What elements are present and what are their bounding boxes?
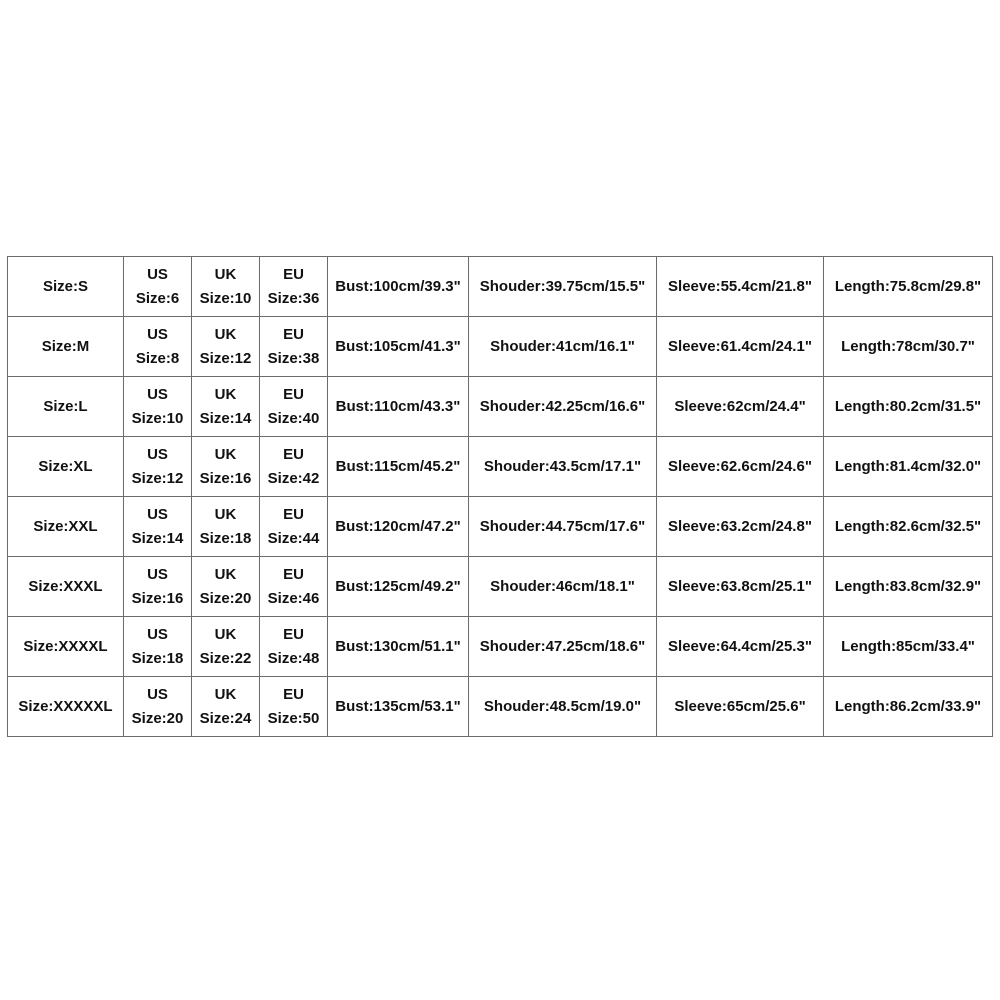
us-size-value: Size:14 bbox=[131, 529, 184, 547]
size-label: Size:S bbox=[42, 277, 88, 295]
bust-cell bbox=[328, 497, 469, 557]
uk-label: UK bbox=[214, 505, 237, 523]
sleeve-cell bbox=[657, 257, 824, 317]
size-label: Size:L bbox=[43, 397, 88, 415]
length-value: Length:80.2cm/31.5" bbox=[834, 397, 982, 415]
table-row bbox=[8, 677, 993, 737]
bust-value: Bust:135cm/53.1" bbox=[335, 697, 461, 715]
eu-size-cell bbox=[260, 257, 328, 317]
shoulder-value: Shouder:48.5cm/19.0" bbox=[483, 697, 642, 715]
uk-size-value: Size:14 bbox=[199, 409, 252, 427]
table-row bbox=[8, 557, 993, 617]
us-size-value: Size:18 bbox=[131, 649, 184, 667]
uk-size-cell bbox=[192, 257, 260, 317]
shoulder-value: Shouder:47.25cm/18.6" bbox=[479, 637, 646, 655]
length-value: Length:85cm/33.4" bbox=[841, 637, 975, 655]
bust-value: Bust:105cm/41.3" bbox=[335, 337, 461, 355]
us-size-cell bbox=[124, 317, 192, 377]
us-size-cell bbox=[124, 677, 192, 737]
sleeve-cell bbox=[657, 497, 824, 557]
size-chart-table bbox=[7, 256, 993, 737]
uk-size-cell bbox=[192, 377, 260, 437]
sleeve-value: Sleeve:62.6cm/24.6" bbox=[668, 457, 812, 475]
bust-value: Bust:125cm/49.2" bbox=[335, 577, 461, 595]
shoulder-cell bbox=[469, 437, 657, 497]
eu-size-cell bbox=[260, 497, 328, 557]
size-cell bbox=[8, 617, 124, 677]
bust-value: Bust:100cm/39.3" bbox=[335, 277, 461, 295]
length-cell bbox=[824, 377, 993, 437]
sleeve-cell bbox=[657, 557, 824, 617]
size-cell bbox=[8, 317, 124, 377]
sleeve-value: Sleeve:63.8cm/25.1" bbox=[668, 577, 812, 595]
sleeve-cell bbox=[657, 617, 824, 677]
eu-label: EU bbox=[283, 385, 304, 403]
size-cell bbox=[8, 257, 124, 317]
eu-size-value: Size:42 bbox=[267, 469, 320, 487]
sleeve-cell bbox=[657, 317, 824, 377]
us-size-value: Size:8 bbox=[135, 349, 180, 367]
eu-size-value: Size:40 bbox=[267, 409, 320, 427]
size-label: Size:XXXL bbox=[28, 577, 103, 595]
shoulder-cell bbox=[469, 257, 657, 317]
table-row bbox=[8, 497, 993, 557]
eu-label: EU bbox=[283, 565, 304, 583]
size-cell bbox=[8, 677, 124, 737]
uk-size-value: Size:22 bbox=[199, 649, 252, 667]
shoulder-cell bbox=[469, 377, 657, 437]
us-size-cell bbox=[124, 257, 192, 317]
sleeve-value: Sleeve:62cm/24.4" bbox=[674, 397, 806, 415]
eu-size-value: Size:48 bbox=[267, 649, 320, 667]
length-cell bbox=[824, 257, 993, 317]
shoulder-value: Shouder:43.5cm/17.1" bbox=[483, 457, 642, 475]
uk-label: UK bbox=[214, 325, 237, 343]
size-cell bbox=[8, 497, 124, 557]
bust-cell bbox=[328, 677, 469, 737]
shoulder-cell bbox=[469, 317, 657, 377]
sleeve-value: Sleeve:63.2cm/24.8" bbox=[668, 517, 812, 535]
eu-size-cell bbox=[260, 317, 328, 377]
bust-value: Bust:115cm/45.2" bbox=[335, 457, 461, 475]
sleeve-value: Sleeve:65cm/25.6" bbox=[674, 697, 806, 715]
shoulder-cell bbox=[469, 617, 657, 677]
us-label: US bbox=[147, 685, 168, 703]
length-value: Length:83.8cm/32.9" bbox=[834, 577, 982, 595]
size-label: Size:XL bbox=[38, 457, 93, 475]
eu-size-cell bbox=[260, 677, 328, 737]
uk-size-cell bbox=[192, 497, 260, 557]
uk-label: UK bbox=[214, 385, 237, 403]
length-value: Length:82.6cm/32.5" bbox=[834, 517, 982, 535]
sleeve-value: Sleeve:55.4cm/21.8" bbox=[668, 277, 812, 295]
uk-size-cell bbox=[192, 617, 260, 677]
sleeve-value: Sleeve:64.4cm/25.3" bbox=[668, 637, 812, 655]
us-size-cell bbox=[124, 497, 192, 557]
eu-label: EU bbox=[283, 625, 304, 643]
length-cell bbox=[824, 677, 993, 737]
us-size-value: Size:16 bbox=[131, 589, 184, 607]
us-size-cell bbox=[124, 437, 192, 497]
uk-size-cell bbox=[192, 317, 260, 377]
bust-cell bbox=[328, 257, 469, 317]
uk-size-value: Size:20 bbox=[199, 589, 252, 607]
bust-cell bbox=[328, 317, 469, 377]
us-label: US bbox=[147, 325, 168, 343]
bust-value: Bust:120cm/47.2" bbox=[335, 517, 461, 535]
size-label: Size:XXXXL bbox=[23, 637, 108, 655]
uk-label: UK bbox=[214, 265, 237, 283]
bust-value: Bust:130cm/51.1" bbox=[335, 637, 461, 655]
sleeve-cell bbox=[657, 437, 824, 497]
us-size-value: Size:10 bbox=[131, 409, 184, 427]
eu-size-cell bbox=[260, 377, 328, 437]
shoulder-value: Shouder:39.75cm/15.5" bbox=[479, 277, 646, 295]
sleeve-cell bbox=[657, 677, 824, 737]
us-size-value: Size:20 bbox=[131, 709, 184, 727]
length-value: Length:78cm/30.7" bbox=[841, 337, 975, 355]
us-size-cell bbox=[124, 617, 192, 677]
length-value: Length:75.8cm/29.8" bbox=[834, 277, 982, 295]
us-label: US bbox=[147, 625, 168, 643]
us-label: US bbox=[147, 445, 168, 463]
length-value: Length:86.2cm/33.9" bbox=[834, 697, 982, 715]
uk-size-value: Size:12 bbox=[199, 349, 252, 367]
size-label: Size:XXL bbox=[33, 517, 98, 535]
uk-size-cell bbox=[192, 557, 260, 617]
table-row bbox=[8, 377, 993, 437]
eu-label: EU bbox=[283, 325, 304, 343]
uk-label: UK bbox=[214, 445, 237, 463]
shoulder-cell bbox=[469, 677, 657, 737]
sleeve-cell bbox=[657, 377, 824, 437]
shoulder-cell bbox=[469, 557, 657, 617]
sleeve-value: Sleeve:61.4cm/24.1" bbox=[668, 337, 812, 355]
eu-label: EU bbox=[283, 685, 304, 703]
us-size-cell bbox=[124, 377, 192, 437]
us-size-cell bbox=[124, 557, 192, 617]
size-cell bbox=[8, 557, 124, 617]
shoulder-value: Shouder:46cm/18.1" bbox=[490, 577, 635, 595]
table-row bbox=[8, 257, 993, 317]
eu-label: EU bbox=[283, 505, 304, 523]
table-row bbox=[8, 317, 993, 377]
shoulder-value: Shouder:44.75cm/17.6" bbox=[479, 517, 646, 535]
length-cell bbox=[824, 437, 993, 497]
uk-size-value: Size:24 bbox=[199, 709, 252, 727]
uk-size-cell bbox=[192, 677, 260, 737]
size-cell bbox=[8, 377, 124, 437]
eu-size-cell bbox=[260, 617, 328, 677]
bust-cell bbox=[328, 617, 469, 677]
shoulder-cell bbox=[469, 497, 657, 557]
uk-size-value: Size:18 bbox=[199, 529, 252, 547]
eu-label: EU bbox=[283, 265, 304, 283]
eu-size-value: Size:46 bbox=[267, 589, 320, 607]
us-size-value: Size:6 bbox=[135, 289, 180, 307]
uk-label: UK bbox=[214, 685, 237, 703]
eu-size-cell bbox=[260, 557, 328, 617]
uk-size-cell bbox=[192, 437, 260, 497]
eu-size-cell bbox=[260, 437, 328, 497]
table-row bbox=[8, 617, 993, 677]
shoulder-value: Shouder:42.25cm/16.6" bbox=[479, 397, 646, 415]
uk-label: UK bbox=[214, 625, 237, 643]
shoulder-value: Shouder:41cm/16.1" bbox=[490, 337, 635, 355]
bust-cell bbox=[328, 377, 469, 437]
bust-cell bbox=[328, 437, 469, 497]
length-cell bbox=[824, 557, 993, 617]
eu-size-value: Size:38 bbox=[267, 349, 320, 367]
eu-size-value: Size:44 bbox=[267, 529, 320, 547]
length-cell bbox=[824, 497, 993, 557]
uk-size-value: Size:10 bbox=[199, 289, 252, 307]
eu-size-value: Size:50 bbox=[267, 709, 320, 727]
bust-value: Bust:110cm/43.3" bbox=[335, 397, 461, 415]
eu-size-value: Size:36 bbox=[267, 289, 320, 307]
size-label: Size:M bbox=[41, 337, 90, 355]
us-label: US bbox=[147, 565, 168, 583]
table-row bbox=[8, 437, 993, 497]
length-cell bbox=[824, 617, 993, 677]
length-value: Length:81.4cm/32.0" bbox=[834, 457, 982, 475]
size-cell bbox=[8, 437, 124, 497]
size-chart-body bbox=[8, 257, 993, 737]
us-label: US bbox=[147, 505, 168, 523]
uk-label: UK bbox=[214, 565, 237, 583]
uk-size-value: Size:16 bbox=[199, 469, 252, 487]
length-cell bbox=[824, 317, 993, 377]
size-label: Size:XXXXXL bbox=[18, 697, 113, 715]
bust-cell bbox=[328, 557, 469, 617]
eu-label: EU bbox=[283, 445, 304, 463]
us-size-value: Size:12 bbox=[131, 469, 184, 487]
us-label: US bbox=[147, 265, 168, 283]
us-label: US bbox=[147, 385, 168, 403]
